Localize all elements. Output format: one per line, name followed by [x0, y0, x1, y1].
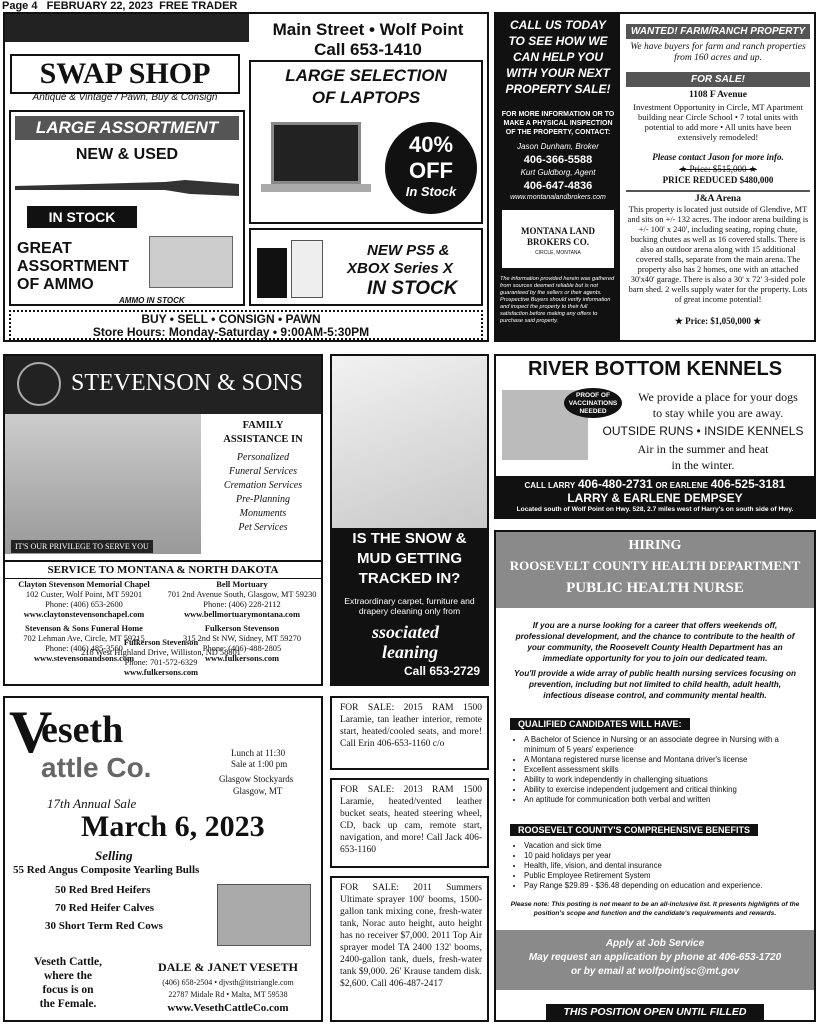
ammo-line-3: OF AMMO	[17, 276, 94, 293]
ps5-line-3: IN STOCK	[367, 278, 458, 299]
hiring-intro-2: You'll provide a wide array of public health nursing services focusing on prevention, including but not limited to child health, adult health, infectious disease control, and community mental health.	[514, 669, 796, 700]
cleaning-ad	[330, 354, 489, 686]
laptops-line-1: LARGE SELECTION	[285, 66, 447, 85]
carpet-photo	[332, 356, 487, 528]
classified-2	[330, 876, 489, 1022]
service-3: Pre-Planning	[235, 494, 291, 505]
swap-address: Main Street • Wolf Point	[272, 20, 464, 39]
ben-1: • 10 paid holidays per year	[524, 851, 804, 861]
stevenson-ad	[3, 354, 323, 686]
website: www.montanalandbrokers.com	[510, 194, 606, 201]
location-0-web: www.claytonstevensonchapel.com	[23, 610, 145, 619]
swap-tagline: Antique & Vintage / Pawn, Buy & Consign	[32, 92, 218, 103]
location-0-phone: Phone: (406) 653-2600	[45, 600, 123, 609]
qual-4: • Ability to exercise independent judgement and critical thinking	[524, 785, 804, 795]
property-1-price-new: PRICE REDUCED $480,000	[662, 175, 774, 185]
montana-land-ad	[494, 12, 816, 342]
location-3-name: Fulkerson Stevenson	[204, 624, 280, 633]
call-line-2: TO SEE HOW WE	[508, 34, 608, 48]
sale-time: Sale at 1:00 pm	[231, 759, 288, 769]
location-4-addr: 218 West Highland Drive, Williston, ND 58801	[81, 648, 241, 657]
ben-0: • Vacation and sick time	[524, 841, 804, 851]
hiring-t3: PUBLIC HEALTH NURSE	[566, 580, 744, 596]
property-1-price-old: ★ Price: $515,000 ★	[679, 164, 757, 174]
kennels-line-3: OUTSIDE RUNS • INSIDE KENNELS	[602, 424, 804, 438]
page-header: Page 4 FEBRUARY 22, 2023 FREE TRADER	[2, 0, 238, 12]
property-2-title: J&A Arena	[694, 194, 741, 204]
call-line-5: PROPERTY SALE!	[505, 82, 611, 96]
classified-1-text: FOR SALE: 2013 RAM 1500 Laramie, heated/vented leather bucket seats, heated steering wheel, CD, back up cam, remote start, navigation, and more! Call Jack 406-653-1160	[340, 785, 482, 855]
focus-4: the Female.	[39, 998, 97, 1010]
agent-1: Jason Dunham, Broker	[517, 142, 599, 151]
stevenson-title: STEVENSON & SONS	[71, 370, 304, 396]
property-2-price: ★ Price: $1,050,000 ★	[674, 316, 762, 326]
call-line-3: CAN HELP YOU	[512, 50, 603, 64]
for-sale-banner: FOR SALE!	[626, 72, 810, 87]
cattle-photo	[217, 884, 311, 946]
kennels-location: Located south of Wolf Point on Hwy. 528, 2.7 miles west of Harry's on south side of Hwy.	[516, 506, 794, 513]
hiring-header	[496, 532, 814, 608]
laptops-line-2: OF LAPTOPS	[311, 88, 421, 107]
item-2: 70 Red Heifer Calves	[55, 902, 155, 914]
qual-3: • Ability to work independently in challenging situations	[524, 775, 804, 785]
off-instock: In Stock	[405, 184, 457, 199]
apply-box	[496, 930, 814, 990]
property-1-text: Investment Opportunity in Circle, MT Apartment building near Circle School • 7 total units with potential to add more • All units have been extensively remodeled!	[633, 102, 803, 142]
selling: Selling	[95, 848, 133, 863]
veseth-logo-mark: V	[9, 699, 53, 765]
wanted-text: We have buyers for farm and ranch properties from 160 acres and up.	[630, 42, 806, 63]
service-2: Cremation Services	[223, 480, 303, 491]
property-1-title: 1108 F Avenue	[688, 90, 748, 100]
item-3: 30 Short Term Red Cows	[45, 920, 163, 932]
location-2-name: Stevenson & Sons Funeral Home	[25, 624, 143, 633]
location-1-addr: 701 2nd Avenue South, Glasgow, MT 59230	[167, 590, 317, 599]
new-used: NEW & USED	[75, 146, 179, 163]
stevenson-banner	[5, 356, 321, 414]
location-3-addr: 315 2nd St NW, Sidney, MT 59270	[182, 634, 302, 643]
ps5-line-2: XBOX Series X	[347, 260, 453, 277]
mlb-logo	[502, 210, 614, 268]
hands-image	[5, 414, 201, 554]
veseth-contact: (406) 658-2504 • djvsth@itstriangle.com	[162, 978, 294, 987]
swap-logo: SWAP SHOP	[10, 54, 240, 94]
ps5-image	[291, 240, 323, 298]
hiring-t2: ROOSEVELT COUNTY HEALTH DEPARTMENT	[509, 558, 801, 573]
location-4-text	[63, 638, 259, 678]
laptop-panel	[249, 60, 483, 224]
stevenson-logo-icon	[17, 362, 61, 406]
classified-0-text: FOR SALE: 2015 RAM 1500 Laramie, tan leather interior, remote start, heated/cooled seats, and more! Call Erin 406-653-1160 c/o	[340, 703, 482, 749]
ammo-caption: AMMO IN STOCK	[119, 296, 185, 305]
location-1: Glasgow Stockyards	[219, 774, 294, 784]
location-4-web: www.fulkersons.com	[124, 668, 198, 677]
lunch: Lunch at 11:30	[231, 748, 286, 758]
call-line-1: CALL US TODAY	[509, 18, 606, 32]
more-info: FOR MORE INFORMATION OR TO MAKE A PHYSICAL INSPECTION OF THE PROPERTY, CONTACT:	[501, 111, 615, 136]
service-0: Personalized	[236, 452, 290, 463]
ben-2: • Health, life, vision, and dental insurance	[524, 861, 804, 871]
cleaning-sub: Extraordinary carpet, furniture and drapery cleaning only from	[344, 596, 475, 616]
apply-1: Apply at Job Service	[605, 938, 705, 949]
focus-2: where the	[43, 970, 92, 982]
ps5-line-1: NEW PS5 &	[367, 242, 450, 259]
kennels-ad	[494, 354, 816, 519]
kennels-footer	[496, 476, 814, 517]
annual-sale: 17th Annual Sale	[47, 796, 137, 811]
property-1-contact: Please contact Jason for more info.	[652, 152, 784, 162]
ben-4: • Pay Range $29.89 - $36.48 depending on education and experience.	[524, 881, 804, 891]
discount-burst	[385, 122, 477, 214]
assortment-panel	[9, 110, 245, 306]
family-2: ASSISTANCE IN	[223, 434, 303, 445]
location-4-name: Fulkerson Stevenson	[123, 638, 199, 647]
off-percent: 40%	[408, 132, 454, 157]
qual-head: QUALIFIED CANDIDATES WILL HAVE:	[510, 718, 690, 730]
swap-footer-1: BUY • SELL • CONSIGN • PAWN	[141, 312, 321, 326]
veseth-ad	[3, 696, 323, 1022]
swap-logo-stars	[5, 14, 249, 42]
console-panel	[249, 228, 483, 306]
phone-2: 406-647-4836	[523, 180, 593, 192]
location-2: Glasgow, MT	[233, 786, 283, 796]
location-0-addr: 102 Custer, Wolf Point, MT 59201	[25, 590, 143, 599]
qual-0: • A Bachelor of Science in Nursing or an associate degree in Nursing with a minimum of 5 years' experience	[524, 735, 804, 755]
ben-3: • Public Employee Retirement System	[524, 871, 804, 881]
mlb-logo-2: BROKERS CO.	[526, 237, 589, 247]
mlb-logo-3: CIRCLE, MONTANA	[535, 250, 581, 256]
veseth-address: 22787 Midale Rd • Malta, MT 59538	[168, 990, 288, 999]
wanted-banner: WANTED! FARM/RANCH PROPERTY	[626, 24, 810, 39]
kennels-line-2: to stay while you are away.	[652, 406, 784, 420]
service-1: Funeral Services	[228, 466, 298, 477]
in-stock-badge: IN STOCK	[27, 206, 137, 228]
rifle-image	[15, 172, 239, 194]
qual-5: • An aptitude for communication both verbal and written	[524, 795, 804, 805]
swap-footer-2: Store Hours: Monday-Saturday • 9:00AM-5:30PM	[92, 325, 370, 339]
veseth-logo-1: eseth	[41, 709, 124, 751]
call-b: 406-480-2731	[577, 477, 653, 491]
montana-left-panel	[496, 14, 620, 340]
location-2-web: www.stevensonandsons.com	[33, 654, 135, 663]
classified-1	[330, 778, 489, 868]
mlb-logo-1: MONTANA LAND	[520, 226, 596, 236]
classified-0	[330, 696, 489, 770]
location-2-phone: Phone: (406) 485-3560	[45, 644, 123, 653]
property-divider	[626, 190, 810, 192]
agent-2: Kurt Guldborg, Agent	[520, 168, 596, 177]
ammo-line-2: ASSORTMENT	[17, 258, 129, 275]
disclaimer: The information provided herein was gathered from sources deemed reliable but is not guaranteed by the sellers or their agents. Prospective Buyers should verify information and inspect the property to their full satisfaction before making any offers to purchase said property.	[500, 276, 615, 324]
service-5: Pet Services	[238, 522, 288, 533]
ben-list	[524, 841, 804, 891]
large-assortment-banner: LARGE ASSORTMENT	[15, 116, 239, 140]
hiring-intro: If you are a nurse looking for a career that offers weekends off, professional development, and the chance to contribute to the health of your community, the Roosevelt County Health Department has an immediate opportunity for you to join our dedicated team.	[515, 621, 795, 663]
swap-phone: Call 653-1410	[314, 40, 422, 59]
focus-3: focus is on	[42, 984, 94, 996]
location-0	[5, 580, 163, 620]
location-2-addr: 702 Lehman Ave, Circle, MT 59215	[23, 634, 145, 643]
location-1-web: www.bellmortuarymontana.com	[184, 610, 300, 619]
item-1: 50 Red Bred Heifers	[55, 884, 151, 896]
open-banner: THIS POSITION OPEN UNTIL FILLED	[546, 1004, 764, 1020]
kennels-names: LARRY & EARLENE DEMPSEY	[567, 491, 743, 505]
phone-1: 406-366-5588	[523, 154, 593, 166]
xbox-image	[257, 248, 287, 298]
call-a: CALL LARRY	[524, 481, 576, 490]
focus-1: Veseth Cattle,	[34, 956, 102, 968]
service-to: SERVICE TO MONTANA & NORTH DAKOTA	[5, 560, 321, 579]
location-1-name: Bell Mortuary	[216, 580, 268, 589]
family-1: FAMILY	[242, 420, 284, 431]
location-3-phone: Phone: (406)-488-2805	[202, 644, 282, 653]
proof-badge: PROOF OF VACCINATIONS NEEDED	[564, 388, 622, 418]
veseth-web: www.VesethCattleCo.com	[167, 1002, 289, 1014]
cleaning-logo-2: leaning	[382, 642, 439, 662]
classified-2-text: FOR SALE: 2011 Summers Ultimate sprayer 100' booms, 1500-gallon tank mixing cone, fresh-water tank, Norac auto height, auto height has no receiver $7,000. 2011 Top Air sprayer model TA 2400 132' booms, 2400-gallon tank, duels, fresh-water tank $9,000. 26' Krause tandem disk. $2,600. Call 406-487-2417	[340, 883, 482, 989]
call-d: 406-525-3181	[710, 477, 786, 491]
ben-head: ROOSEVELT COUNTY'S COMPREHENSIVE BENEFITS	[510, 824, 758, 836]
ammo-line-1: GREAT	[17, 240, 72, 257]
hiring-t1: HIRING	[628, 538, 682, 553]
cleaning-head-2: MUD GETTING	[357, 550, 462, 567]
qual-list	[524, 735, 804, 805]
sale-date: March 6, 2023	[81, 810, 265, 843]
apply-3: or by email at wolfpointjsc@mt.gov	[570, 966, 740, 977]
swap-shop-ad	[3, 12, 489, 342]
hiring-ad	[494, 530, 816, 1022]
veseth-logo-2: attle Co.	[41, 752, 152, 783]
location-1-phone: Phone: (406) 228-2112	[203, 600, 281, 609]
kennels-line-5: in the winter.	[671, 458, 735, 472]
hiring-note: Please note: This posting is not meant to be an all-inclusive list. It presents highlights of the position's scope and function and the candidate's requirements and rewards.	[510, 901, 800, 917]
off-word: OFF	[409, 158, 453, 183]
location-0-name: Clayton Stevenson Memorial Chapel	[18, 580, 150, 589]
apply-2: May request an application by phone at 406-653-1720	[528, 952, 782, 963]
location-1	[163, 580, 321, 620]
call-line-4: WITH YOUR NEXT	[506, 66, 610, 80]
call-c: OR EARLENE	[655, 481, 708, 490]
cleaning-call: Call 653-2729	[404, 664, 481, 678]
qual-2: • Excellent assessment skills	[524, 765, 804, 775]
kennels-line-1: We provide a place for your dogs	[638, 390, 798, 404]
ammo-box-image	[149, 236, 233, 288]
qual-1: • A Montana registered nurse license and Montana driver's license	[524, 755, 804, 765]
kennels-title: RIVER BOTTOM KENNELS	[527, 358, 783, 380]
kennels-line-4: Air in the summer and heat	[637, 442, 769, 456]
cleaning-logo-1: ssociated	[372, 622, 439, 642]
laptop-image	[261, 122, 371, 202]
service-4: Monuments	[239, 508, 287, 519]
cleaning-head-1: IS THE SNOW &	[352, 530, 467, 547]
kennels-call	[496, 477, 814, 491]
location-4-phone: Phone: 701-572-6329	[124, 658, 198, 667]
cleaning-head-3: TRACKED IN?	[358, 570, 461, 587]
property-2-text: This property is located just outside of Glendive, MT and sits on +/- 132 acres. The indoor arena building is +/- 100' x 240', including seating, roping chute, bucking chutes as well as 16 covered stalls. There is also an outdoor arena along with 15 additional covered stalls, separate from the main arena. The property also has 2 homes, one with an attached 30'x40' garage. There is also a 30' x 72' 3-sided pole barn shed. 2 wells supply water for the property. Lots of great income potential!	[627, 205, 809, 304]
owners: DALE & JANET VESETH	[158, 960, 298, 974]
swap-footer	[9, 310, 483, 340]
item-0: 55 Red Angus Composite Yearling Bulls	[13, 864, 200, 876]
privilege: IT'S OUR PRIVILEGE TO SERVE YOU	[11, 540, 153, 553]
location-3-web: www.fulkersons.com	[205, 654, 279, 663]
